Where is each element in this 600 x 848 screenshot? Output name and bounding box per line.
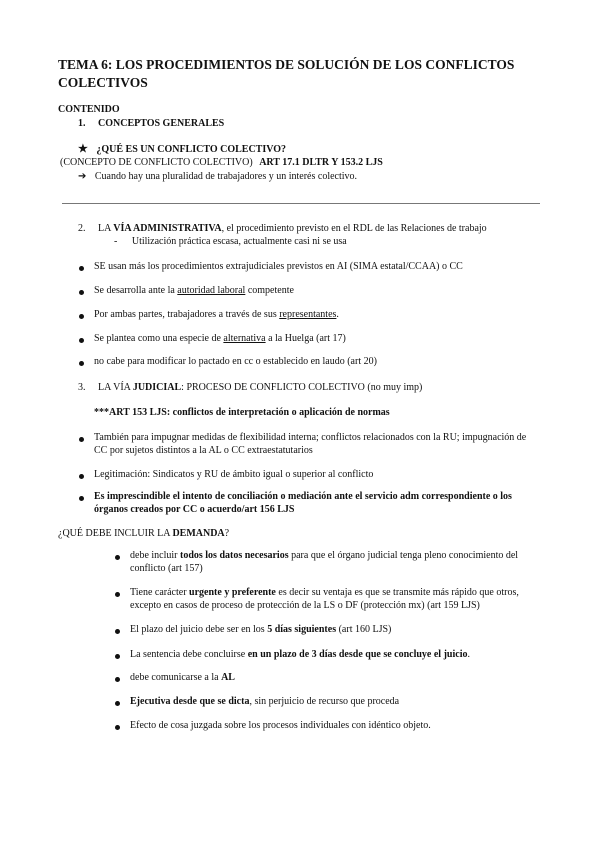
- section-1-number: 1.: [78, 118, 86, 129]
- bullet-conciliacion: Es imprescindible el intento de conciliación o mediación ante el servicio adm correspondiente o los órganos creados por CC o acuerdo/art 156 LJS: [94, 491, 512, 515]
- item-text-part: debe comunicarse a la: [130, 672, 222, 683]
- section-2-number: 2.: [78, 223, 86, 234]
- demanda-item-ejecutiva: [130, 695, 399, 708]
- section-2-subitem-text: Utilización práctica escasa, actualmente casi ni se usa: [131, 236, 347, 247]
- item-text-part: es decir su ventaja es que se transmite más rápido que otros, excepto en casos de proceso de protección de la LS o DF (protección mx) (art 159 LJS): [130, 587, 519, 611]
- bullet-icon: [79, 474, 84, 479]
- section-3-heading: [78, 381, 422, 394]
- bullet-icon: [79, 314, 84, 319]
- question-1-text: ¿QUÉ ES UN CONFLICTO COLECTIVO?: [96, 144, 287, 155]
- item-bold-term: 5 días siguientes: [267, 624, 337, 635]
- bullet-icon: [115, 555, 120, 560]
- concept-reference: ART 17.1 DLTR Y 153.2 LJS: [259, 157, 383, 168]
- bullet-alternativa: [94, 332, 346, 345]
- section-2-subitem: [114, 235, 347, 248]
- bullet-icon: [115, 725, 120, 730]
- arrow-item: [78, 170, 357, 183]
- bullet-icon: [79, 338, 84, 343]
- dash-icon: -: [114, 236, 118, 247]
- bullet-text-part: Se desarrolla ante la: [94, 285, 178, 296]
- bullet-icon: [79, 266, 84, 271]
- art-153-note: ***ART 153 LJS: conflictos de interpretación o aplicación de normas: [94, 407, 390, 418]
- bullet-no-cabe: no cabe para modificar lo pactado en cc o establecido en laudo (art 20): [94, 356, 377, 367]
- bullet-legitimacion: Legitimación: Sindicatos y RU de ámbito igual o superior al conflicto: [94, 469, 374, 480]
- bullet-icon: [115, 629, 120, 634]
- bullet-icon: [115, 654, 120, 659]
- demanda-item-cosa-juzgada: Efecto de cosa juzgada sobre los procesos individuales con idéntico objeto.: [130, 720, 431, 731]
- item-bold-term: Ejecutiva desde que se dicta: [130, 696, 250, 707]
- section-3-description: : PROCESO DE CONFLICTO COLECTIVO (no muy imp): [181, 382, 423, 393]
- demanda-item-comunicarse: [130, 671, 235, 684]
- item-bold-term: en un plazo de 3 días desde que se concluye el juicio: [247, 649, 468, 660]
- question-2-keyword: DEMANDA: [172, 528, 225, 539]
- demanda-item-sentencia: [130, 648, 470, 661]
- bullet-icon: [115, 677, 120, 682]
- contenido-heading: CONTENIDO: [58, 104, 120, 115]
- item-text-part: para que el órgano judicial tenga pleno conocimiento del conflicto (art 157): [130, 550, 519, 574]
- bullet-text-part: Por ambas partes, trabajadores a través de sus: [94, 309, 280, 320]
- bullet-icon: [79, 361, 84, 366]
- bullet-text-part: a la Huelga (art 17): [265, 333, 346, 344]
- item-text-part: debe incluir: [130, 550, 180, 561]
- underlined-term: alternativa: [223, 333, 266, 344]
- section-2-prefix: LA: [98, 223, 114, 234]
- concept-label: (CONCEPTO DE CONFLICTO COLECTIVO): [60, 157, 253, 168]
- underlined-term: representantes: [279, 309, 337, 320]
- item-text-part: (art 160 LJS): [336, 624, 392, 635]
- bullet-extrajudicial: SE usan más los procedimientos extrajudiciales previstos en AI (SIMA estatal/CCAA) o CC: [94, 261, 463, 272]
- star-icon: ★: [78, 143, 88, 155]
- section-2-heading: [78, 222, 487, 235]
- page-title: TEMA 6: LOS PROCEDIMIENTOS DE SOLUCIÓN DE LOS CONFLICTOS COLECTIVOS: [58, 57, 515, 90]
- bullet-representantes: [94, 308, 339, 321]
- demanda-item-datos: [130, 549, 530, 575]
- bullet-icon: [79, 496, 84, 501]
- demanda-item-plazo-juicio: [130, 623, 391, 636]
- question-1: [78, 143, 286, 156]
- question-2: [58, 527, 229, 540]
- item-text-part: .: [467, 649, 470, 660]
- bullet-icon: [115, 592, 120, 597]
- question-2-prefix: ¿QUÉ DEBE INCLUIR LA: [58, 528, 173, 539]
- section-2-title: VÍA ADMINISTRATIVA: [113, 223, 222, 234]
- bullet-icon: [79, 290, 84, 295]
- bullet-autoridad-laboral: [94, 284, 294, 297]
- item-bold-term: AL: [221, 672, 235, 683]
- underlined-term: autoridad laboral: [177, 285, 246, 296]
- arrow-item-text: Cuando hay una pluralidad de trabajadores y un interés colectivo.: [94, 171, 358, 182]
- bullet-icon: [79, 437, 84, 442]
- item-bold-term: todos los datos necesarios: [179, 550, 289, 561]
- section-1-title: CONCEPTOS GENERALES: [98, 118, 225, 129]
- demanda-item-urgente: [130, 586, 532, 612]
- arrow-right-icon: ➔: [78, 171, 87, 182]
- section-1-heading: [78, 117, 224, 130]
- section-3-number: 3.: [78, 382, 86, 393]
- item-text-part: La sentencia debe concluirse: [130, 649, 248, 660]
- bullet-text-part: competente: [245, 285, 294, 296]
- section-3-prefix: LA VÍA: [98, 382, 133, 393]
- bullet-impugnar: También para impugnar medidas de flexibilidad interna; conflictos relacionados con la RU; impugnación de CC por sujetos distintos a la AL o CC extraestatutarios: [94, 432, 527, 456]
- bullet-text-part: Se plantea como una especie de: [94, 333, 224, 344]
- bullet-text-part: .: [336, 309, 339, 320]
- bullet-icon: [115, 701, 120, 706]
- item-text-part: El plazo del juicio debe ser en los: [130, 624, 268, 635]
- item-text-part: Tiene carácter: [130, 587, 190, 598]
- section-3-title: JUDICIAL: [132, 382, 182, 393]
- item-text-part: , sin perjuicio de recurso que proceda: [249, 696, 400, 707]
- concept-line: [60, 156, 383, 169]
- section-2-description: , el procedimiento previsto en el RDL de las Relaciones de trabajo: [221, 223, 487, 234]
- horizontal-divider: [62, 203, 540, 204]
- question-2-suffix: ?: [224, 528, 230, 539]
- item-bold-term: urgente y preferente: [189, 587, 276, 598]
